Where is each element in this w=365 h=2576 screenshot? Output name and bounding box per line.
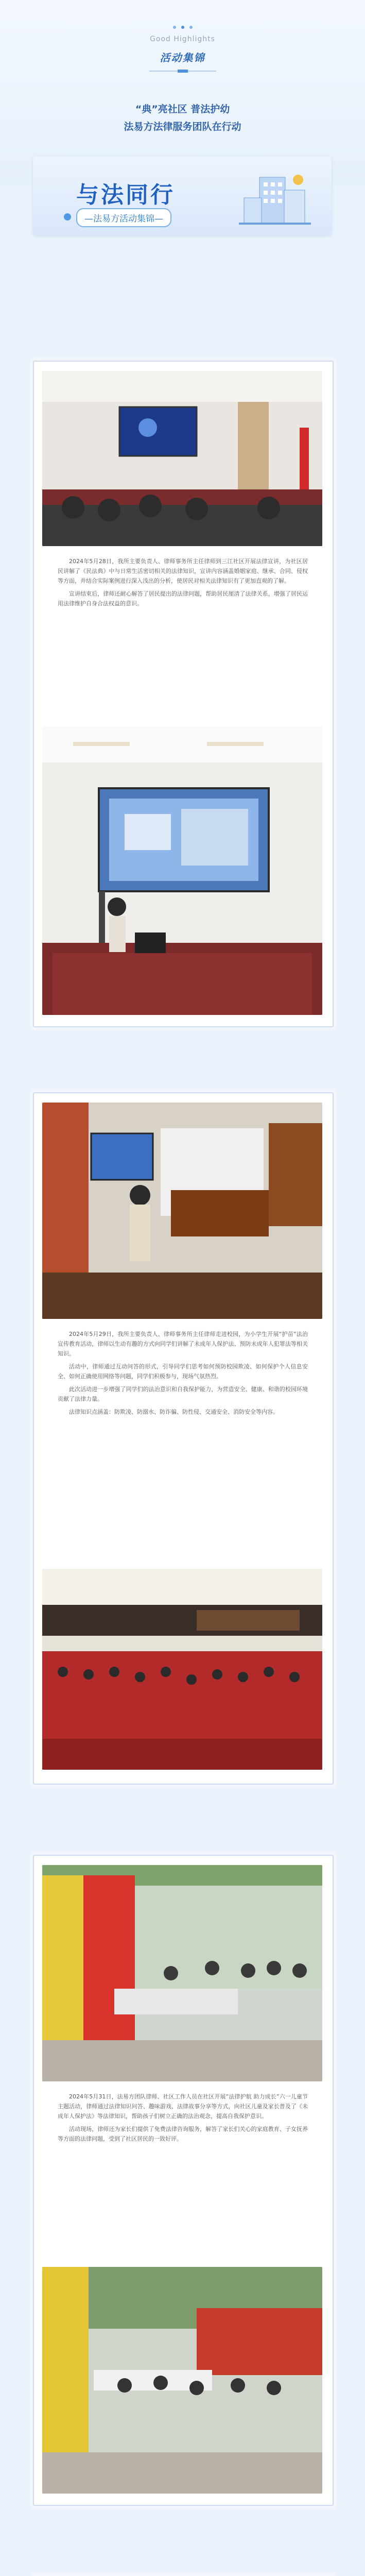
photo-1-1 (42, 371, 322, 546)
photo-2-2 (42, 1569, 322, 1770)
lecture-photo-icon (42, 726, 322, 1015)
auditorium-photo-icon (42, 1569, 322, 1770)
paragraph: 活动中，律师通过互动问答的形式，引导同学们思考如何预防校园欺凌、如何保护个人信息安全、如何正确使用网络等问题，同学们积极参与，现场气氛热烈。 (58, 1363, 308, 1380)
paragraph: 此次活动进一步增强了同学们的法治意识和自我保护能力，为营造安全、健康、和谐的校园环境贡献了法律力量。 (58, 1386, 308, 1402)
paragraph: 宣讲结束后，律师还耐心解答了居民提出的法律问题，帮助居民厘清了法律关系，增强了居民运用法律维护自身合法权益的意识。 (58, 590, 308, 607)
photo-3-1 (42, 1865, 322, 2081)
article-title-line-1: “典”亮社区 普法护幼 (135, 104, 230, 115)
paragraph: 法律知识点涵盖：防欺凌、防溺水、防诈骗、防性侵、交通安全、消防安全等内容。 (69, 1409, 279, 1415)
paragraph: 活动现场，律师还为家长们提供了免费法律咨询服务，解答了家长们关心的家庭教育、子女抚养等方面的法律问题，受到了社区居民的一致好评。 (58, 2126, 308, 2142)
section-title: 活动集锦 (160, 52, 205, 64)
photo-2-1 (42, 1103, 322, 1319)
community-activity-photo-icon (42, 2267, 322, 2494)
section-label: Good Highlights (150, 35, 215, 43)
banner-title: 与法同行 (76, 182, 175, 208)
meeting-photo-icon (42, 371, 322, 546)
banner-dot-icon (64, 213, 71, 221)
photo-3-2 (42, 2267, 322, 2494)
top-ornament-icon (171, 25, 194, 30)
banner-subtitle: —法易方活动集锦— (76, 208, 171, 227)
paragraph: 2024年5月28日，我所主要负责人、律师事务所主任律师到三江社区开展法律宣讲，为社区居民讲解了《民法典》中与日常生活密切相关的法律知识，宣讲内容涵盖婚姻家庭、继承、合同、侵权等方面，并结合实际案例进行深入浅出的分析，使居民对相关法律知识有了更加直观的了解。 (58, 558, 308, 584)
article-title-line-2: 法易方法律服务团队在行动 (124, 121, 241, 132)
building-illustration-icon (239, 167, 311, 229)
classroom-lecture-photo-icon (42, 1103, 322, 1319)
paragraph: 2024年5月31日，法易方团队律师、社区工作人员在社区开展“法律护航 助力成长”六一儿童节主题活动，律师通过法律知识问答、趣味游戏、法律故事分享等方式，向社区儿童及家长普及了《未成年人保护法》等法律知识，帮助孩子们树立正确的法治观念，提高自我保护意识。 (58, 2093, 308, 2120)
section-2-text (58, 1329, 308, 1420)
photo-1-2 (42, 726, 322, 1015)
banner (33, 157, 332, 235)
section-1-text (58, 556, 308, 612)
title-underline-icon (149, 69, 216, 73)
paragraph: 2024年5月29日，我所主要负责人、律师事务所主任律师走进校园，为小学生开展“护苗”法治宣传教育活动，律师以生动有趣的方式向同学们讲解了未成年人保护法、预防未成年人犯罪法等相关知识。 (58, 1331, 308, 1357)
outdoor-event-photo-icon (42, 1865, 322, 2081)
section-3-text (58, 2092, 308, 2147)
